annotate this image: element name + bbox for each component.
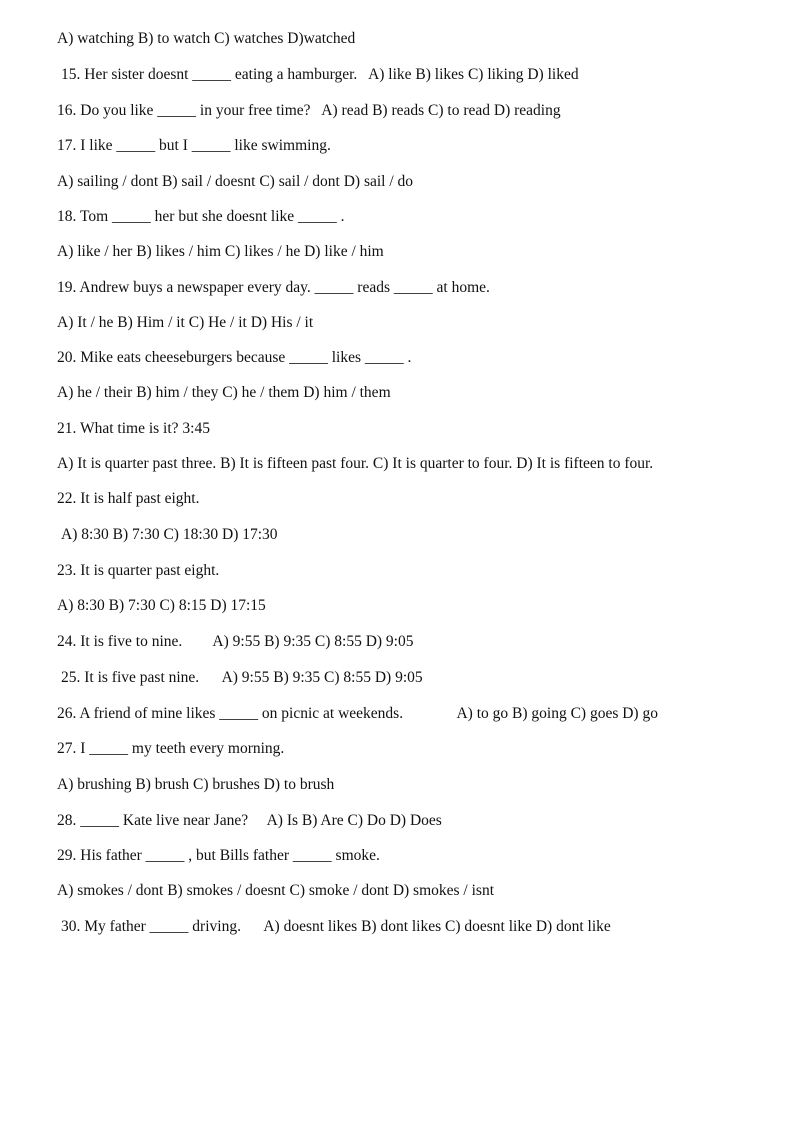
answer-options-22: A) 8:30 B) 7:30 C) 18:30 D) 17:30 (61, 526, 278, 543)
question-27: 27. I _____ my teeth every morning. (57, 740, 285, 757)
question-24: 24. It is five to nine. A) 9:55 B) 9:35 C) 8:55 D) 9:05 (57, 633, 414, 650)
answer-options-17: A) sailing / dont B) sail / doesnt C) sail / dont D) sail / do (57, 173, 414, 190)
question-26: 26. A friend of mine likes _____ on picnic at weekends. A) to go B) going C) goes D) go (57, 705, 658, 722)
answer-options-23: A) 8:30 B) 7:30 C) 8:15 D) 17:15 (57, 597, 266, 614)
answer-options-18: A) like / her B) likes / him C) likes / he D) like / him (57, 243, 384, 260)
question-30: 30. My father _____ driving. A) doesnt likes B) dont likes C) doesnt like D) dont like (61, 918, 611, 935)
answer-options-27: A) brushing B) brush C) brushes D) to brush (57, 776, 335, 793)
answer-options-20: A) he / their B) him / they C) he / them D) him / them (57, 384, 391, 401)
question-18: 18. Tom _____ her but she doesnt like _____ . (57, 208, 345, 225)
answer-options-19: A) It / he B) Him / it C) He / it D) His / it (57, 314, 314, 331)
question-15: 15. Her sister doesnt _____ eating a hamburger. A) like B) likes C) liking D) liked (61, 66, 579, 83)
question-20: 20. Mike eats cheeseburgers because _____ likes _____ . (57, 349, 412, 366)
answer-options-21: A) It is quarter past three. B) It is fifteen past four. C) It is quarter to four. D) It is fifteen to four. (57, 455, 654, 472)
question-17: 17. I like _____ but I _____ like swimming. (57, 137, 331, 154)
question-19: 19. Andrew buys a newspaper every day. _____ reads _____ at home. (57, 279, 490, 296)
answer-options-14: A) watching B) to watch C) watches D)watched (57, 30, 356, 47)
question-21: 21. What time is it? 3:45 (57, 420, 210, 437)
question-25: 25. It is five past nine. A) 9:55 B) 9:35 C) 8:55 D) 9:05 (61, 669, 423, 686)
question-29: 29. His father _____ , but Bills father _____ smoke. (57, 847, 380, 864)
question-23: 23. It is quarter past eight. (57, 562, 220, 579)
question-28: 28. _____ Kate live near Jane? A) Is B) Are C) Do D) Does (57, 812, 442, 829)
question-16: 16. Do you like _____ in your free time? A) read B) reads C) to read D) reading (57, 102, 561, 119)
answer-options-29: A) smokes / dont B) smokes / doesnt C) smoke / dont D) smokes / isnt (57, 882, 495, 899)
question-22: 22. It is half past eight. (57, 490, 200, 507)
